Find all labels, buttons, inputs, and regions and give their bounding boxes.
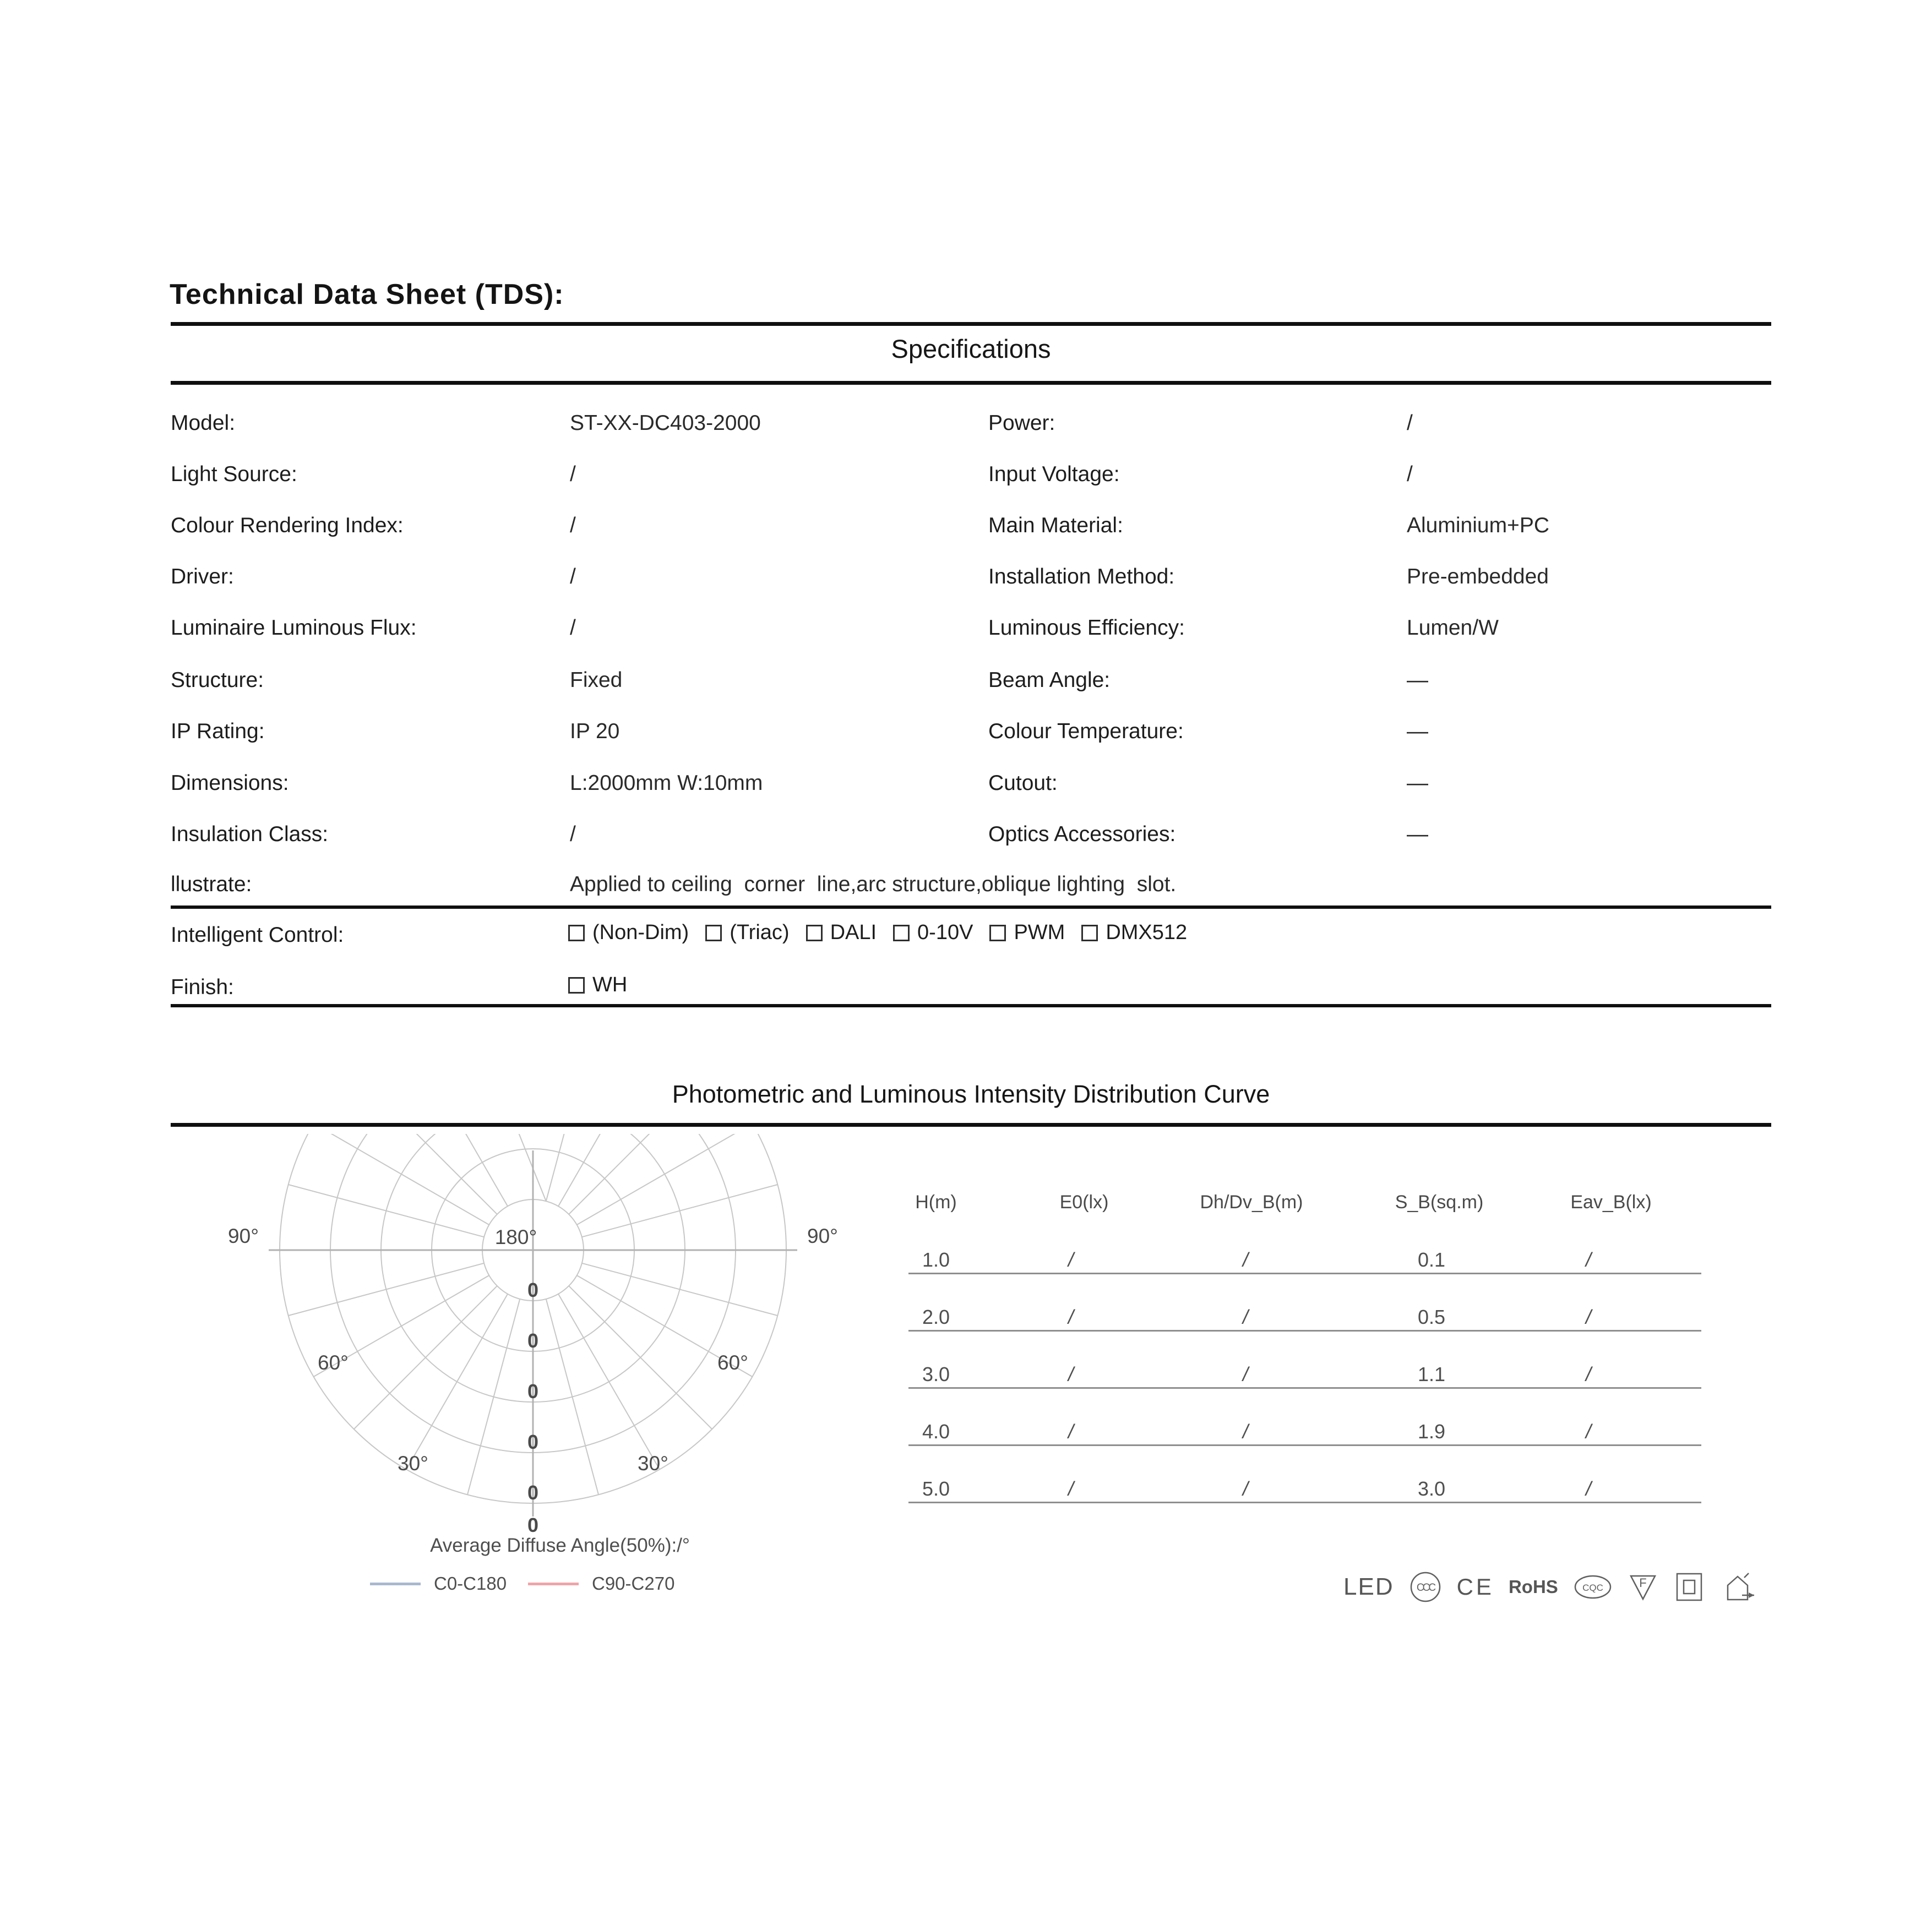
spec-label: Main Material: xyxy=(988,514,1123,537)
divider xyxy=(171,1123,1771,1127)
illustrate-row xyxy=(0,872,1932,900)
specifications-section-title: Specifications xyxy=(891,334,1051,363)
checkbox-icon xyxy=(1081,925,1098,941)
table-cell: / xyxy=(1068,1248,1074,1271)
table-row-divider xyxy=(908,1330,1701,1332)
table-cell: 0.1 xyxy=(1417,1248,1446,1271)
led-label: LED xyxy=(1343,1573,1394,1600)
spec-label: Installation Method: xyxy=(988,565,1175,588)
page-title: Technical Data Sheet (TDS): xyxy=(170,279,564,310)
spec-label: llustrate: xyxy=(171,872,252,896)
finish-row xyxy=(0,975,1932,1003)
spec-label: Model: xyxy=(171,411,236,435)
angle-label-180: 180° xyxy=(494,1226,537,1248)
table-header: Eav_B(lx) xyxy=(1570,1192,1652,1213)
spec-value: L:2000mm W:10mm xyxy=(570,771,763,795)
spec-label: Optics Accessories: xyxy=(988,822,1176,846)
spec-label: Colour Temperature: xyxy=(988,719,1184,743)
chart-caption: Average Diffuse Angle(50%):/° xyxy=(430,1535,690,1556)
divider xyxy=(171,906,1771,909)
radial-tick: 0 xyxy=(527,1514,539,1536)
checkbox-icon xyxy=(568,925,585,941)
legend-item-c90-c270 xyxy=(528,1573,674,1594)
spec-row xyxy=(0,411,1932,439)
angle-label-30-left: 30° xyxy=(398,1452,428,1475)
table-header: S_B(sq.m) xyxy=(1395,1192,1484,1213)
illustrate-value: Applied to ceiling corner line,arc structure,oblique lighting slot. xyxy=(570,872,1177,896)
table-cell: / xyxy=(1242,1420,1249,1443)
spec-value: / xyxy=(570,565,576,588)
table-cell: 1.0 xyxy=(922,1248,950,1271)
table-row-divider xyxy=(908,1387,1701,1389)
table-cell: / xyxy=(1068,1306,1074,1328)
option-label: PWM xyxy=(1014,921,1065,944)
table-cell: / xyxy=(1242,1248,1249,1271)
svg-text:CCC: CCC xyxy=(1416,1582,1434,1594)
table-cell: / xyxy=(1068,1420,1074,1443)
table-row-divider xyxy=(908,1273,1701,1274)
spec-label: Structure: xyxy=(171,668,264,692)
intelligent-control-row xyxy=(0,923,1932,951)
table-cell: 1.9 xyxy=(1417,1420,1446,1443)
legend-label: C90-C270 xyxy=(592,1573,675,1594)
spec-label: Cutout: xyxy=(988,771,1058,795)
angle-label-60-left: 60° xyxy=(318,1351,349,1374)
radial-tick: 0 xyxy=(527,1329,539,1352)
checkbox-icon xyxy=(989,925,1006,941)
double-insulation-icon xyxy=(1673,1570,1706,1603)
spec-value: — xyxy=(1407,822,1428,846)
radial-tick: 0 xyxy=(527,1380,539,1403)
table-cell: 0.5 xyxy=(1417,1306,1446,1328)
checkbox-icon xyxy=(705,925,722,941)
angle-label-90-right: 90° xyxy=(807,1225,838,1247)
angle-label-60-right: 60° xyxy=(717,1351,748,1374)
spec-value: / xyxy=(570,462,576,486)
spec-label: Beam Angle: xyxy=(988,668,1111,692)
spec-label: Colour Rendering Index: xyxy=(171,514,404,537)
option-label: DALI xyxy=(830,921,877,944)
spec-row xyxy=(0,514,1932,541)
option-dali xyxy=(806,921,877,945)
option-dmx512 xyxy=(1081,921,1187,945)
table-cell: / xyxy=(1242,1363,1249,1385)
legend-line-icon xyxy=(528,1583,579,1585)
table-cell: / xyxy=(1585,1477,1592,1500)
radial-tick: 0 xyxy=(527,1431,539,1453)
table-cell: 1.1 xyxy=(1417,1363,1446,1385)
spec-row xyxy=(0,822,1932,850)
finish-options xyxy=(568,973,627,997)
spec-row xyxy=(0,771,1932,799)
svg-text:CQC: CQC xyxy=(1582,1583,1603,1593)
spec-label: Light Source: xyxy=(171,462,297,486)
spec-label: Finish: xyxy=(171,975,234,999)
table-row-divider xyxy=(908,1444,1701,1446)
spec-row xyxy=(0,668,1932,696)
divider xyxy=(171,1004,1771,1007)
intelligent-control-options xyxy=(568,921,1187,945)
table-cell: / xyxy=(1585,1248,1592,1271)
spec-label: Driver: xyxy=(171,565,234,588)
table-cell: / xyxy=(1242,1477,1249,1500)
spec-label: Power: xyxy=(988,411,1055,435)
table-cell: 3.0 xyxy=(922,1363,950,1385)
spec-value: IP 20 xyxy=(570,719,620,743)
spec-row xyxy=(0,719,1932,747)
table-cell: / xyxy=(1585,1420,1592,1443)
spec-label: Intelligent Control: xyxy=(171,923,344,947)
checkbox-icon xyxy=(568,977,585,994)
spec-label: Insulation Class: xyxy=(171,822,329,846)
table-row-divider xyxy=(908,1502,1701,1503)
spec-label: Luminaire Luminous Flux: xyxy=(171,616,417,640)
option-label: (Non-Dim) xyxy=(592,921,689,944)
rohs-label: RoHS xyxy=(1508,1577,1558,1597)
spec-value: Fixed xyxy=(570,668,623,692)
spec-label: Luminous Efficiency: xyxy=(988,616,1185,640)
table-cell: 4.0 xyxy=(922,1420,950,1443)
spec-label: IP Rating: xyxy=(171,719,265,743)
spec-value: — xyxy=(1407,771,1428,795)
table-cell: 3.0 xyxy=(1417,1477,1446,1500)
indoor-use-house-icon xyxy=(1720,1570,1756,1604)
table-cell: / xyxy=(1242,1306,1249,1328)
cqc-mark-icon xyxy=(1572,1573,1613,1601)
angle-label-30-right: 30° xyxy=(638,1452,668,1475)
spec-value: Lumen/W xyxy=(1407,616,1499,640)
table-cell: / xyxy=(1068,1363,1074,1385)
checkbox-icon xyxy=(893,925,910,941)
table-cell: / xyxy=(1068,1477,1074,1500)
spec-value: ST-XX-DC403-2000 xyxy=(570,411,761,435)
option-triac xyxy=(705,921,789,945)
f-mark-triangle-icon xyxy=(1628,1572,1658,1602)
spec-value: — xyxy=(1407,719,1428,743)
option-label: 0-10V xyxy=(917,921,973,944)
option-non-dim xyxy=(568,921,689,945)
table-header: E0(lx) xyxy=(1059,1192,1109,1213)
spec-row xyxy=(0,462,1932,490)
spec-value: / xyxy=(570,822,576,846)
spec-label: Dimensions: xyxy=(171,771,289,795)
svg-text:F: F xyxy=(1639,1576,1647,1590)
table-cell: 5.0 xyxy=(922,1477,950,1500)
ccc-mark-icon xyxy=(1408,1570,1443,1604)
divider xyxy=(171,322,1771,326)
radial-tick: 0 xyxy=(527,1481,539,1504)
spec-value: / xyxy=(570,514,576,537)
table-header: H(m) xyxy=(915,1192,957,1213)
spec-row xyxy=(0,565,1932,592)
option-wh xyxy=(568,973,627,997)
table-cell: / xyxy=(1585,1363,1592,1385)
table-cell: 2.0 xyxy=(922,1306,950,1328)
spec-label: Input Voltage: xyxy=(988,462,1120,486)
checkbox-icon xyxy=(806,925,823,941)
spec-value: / xyxy=(1407,411,1413,435)
spec-value: Aluminium+PC xyxy=(1407,514,1550,537)
table-header: Dh/Dv_B(m) xyxy=(1200,1192,1303,1213)
divider xyxy=(171,381,1771,385)
photometric-polar-chart xyxy=(182,1134,897,1552)
certification-icons xyxy=(1343,1570,1756,1604)
spec-value: — xyxy=(1407,668,1428,692)
legend-label: C0-C180 xyxy=(434,1573,507,1594)
option-label: WH xyxy=(592,973,628,996)
photometric-section-title: Photometric and Luminous Intensity Distribution Curve xyxy=(672,1080,1270,1108)
spec-row xyxy=(0,616,1932,643)
spec-value: / xyxy=(1407,462,1413,486)
spec-value: Pre-embedded xyxy=(1407,565,1549,588)
spec-value: / xyxy=(570,616,576,640)
ce-mark-icon: CE xyxy=(1456,1574,1494,1600)
radial-tick: 0 xyxy=(527,1279,539,1301)
option-label: DMX512 xyxy=(1106,921,1188,944)
angle-label-90-left: 90° xyxy=(228,1225,259,1247)
legend-line-icon xyxy=(370,1583,421,1585)
option-pwm xyxy=(989,921,1065,945)
legend-item-c0-c180 xyxy=(370,1573,507,1594)
table-cell: / xyxy=(1585,1306,1592,1328)
option-label: (Triac) xyxy=(730,921,790,944)
option-0-10v xyxy=(893,921,973,945)
